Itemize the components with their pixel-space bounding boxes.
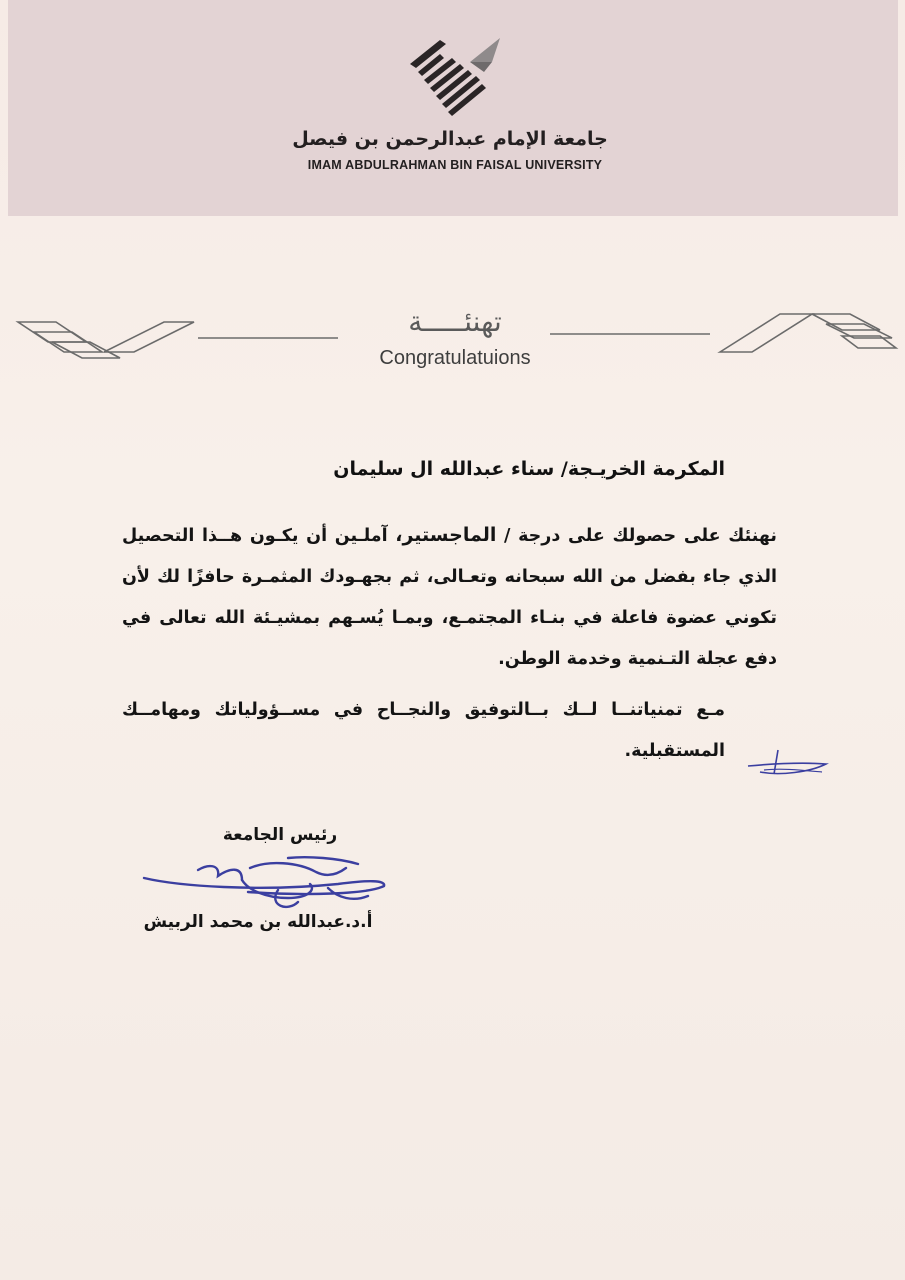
body-text-rest: آملـين أن يكـون هــذا التحصيل الذي جاء بفضل من الله سبحانه وتعـالى، ثم بجهـودك المثمـرة حافزًا لك لأن تكوني عضوة فاعلة في بنـاء المجتمـع، وبمـا يُسـهم بمشيـئة الله تعالى في دفع عجلة التـنمية وخدمة الوطن. — [122, 526, 777, 669]
university-name-arabic: جامعة الإمام عبدالرحمن بن فيصل — [292, 128, 608, 150]
signatory-title: رئيس الجامعة — [222, 825, 338, 845]
university-logo-icon — [400, 32, 510, 122]
decorative-ornament-right — [550, 308, 900, 364]
title-english: Congratulatuions — [379, 347, 531, 369]
body-text-start: نهنئك على حصولك على درجة / — [496, 526, 777, 546]
decorative-ornament-left — [8, 308, 338, 364]
letter-wishes: مـع تمنياتنــا لــك بــالتوفيق والنجــاح في مســؤولياتك ومهامــك المستقبلية. — [122, 700, 725, 761]
degree-name: الماجستير، — [395, 524, 497, 546]
signatory-name: أ.د.عبدالله بن محمد الربيش — [143, 912, 373, 932]
initials-mark — [740, 742, 830, 782]
letter-body — [122, 515, 777, 680]
university-name-english: IMAM ABDULRAHMAN BIN FAISAL UNIVERSITY — [307, 158, 603, 172]
recipient-line: المكرمة الخريـجة/ سناء عبدالله ال سليمان — [333, 458, 725, 480]
title-arabic: تهنئـــــة — [408, 305, 502, 338]
